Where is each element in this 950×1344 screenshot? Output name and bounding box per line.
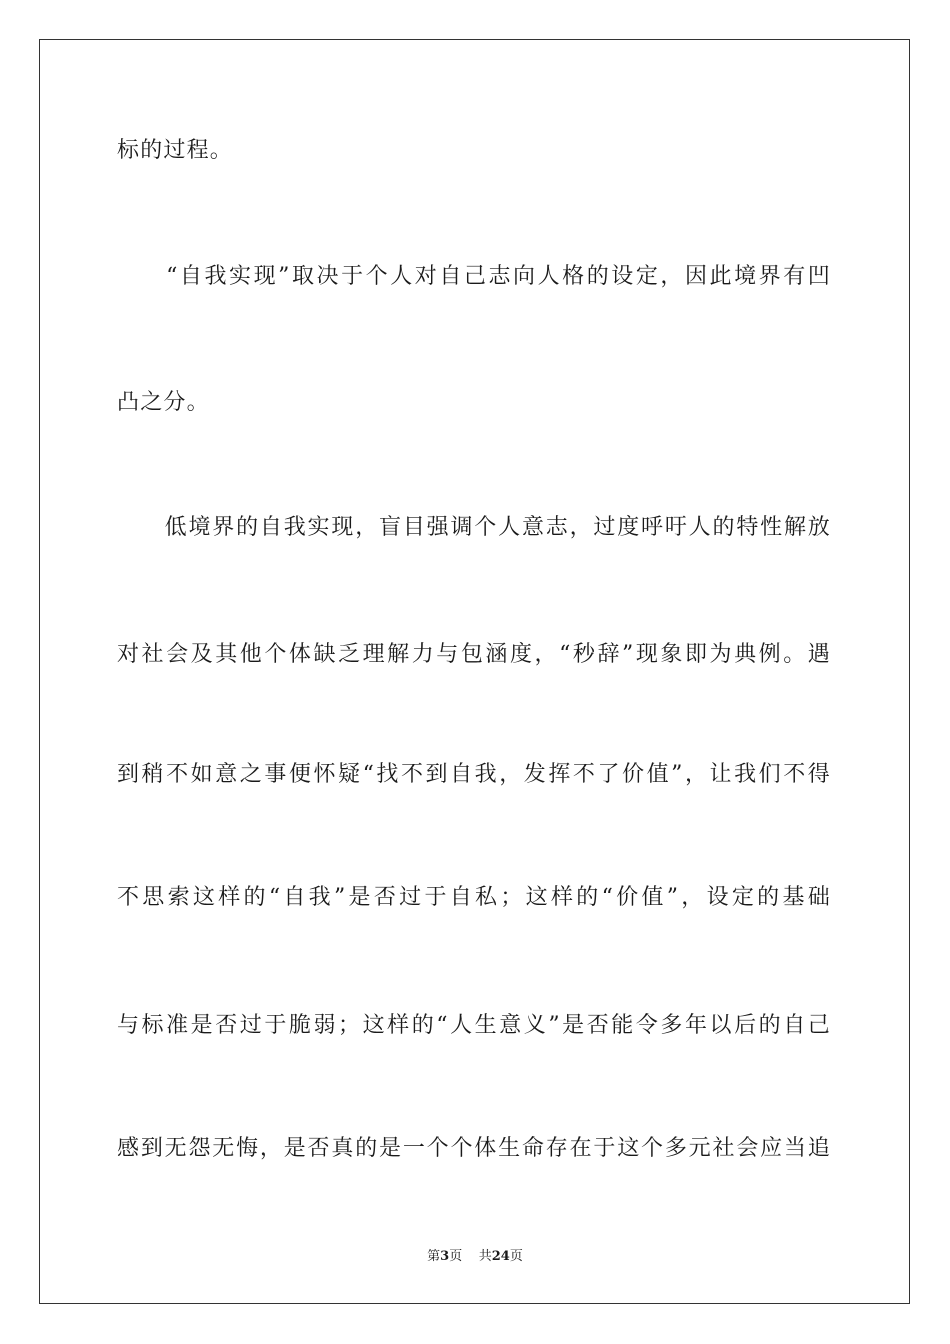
text-line-3: 凸之分。 <box>117 390 210 415</box>
total-prefix: 共 <box>478 1249 492 1264</box>
total-pages: 24 <box>491 1249 510 1264</box>
page-prefix: 第 <box>427 1249 441 1264</box>
text-line-7: 不思索这样的“自我”是否过于自私；这样的“价值”，设定的基础 <box>117 885 831 910</box>
text-line-2: “自我实现”取决于个人对自己志向人格的设定，因此境界有凹 <box>117 264 831 289</box>
text-line-8: 与标准是否过于脆弱；这样的“人生意义”是否能令多年以后的自己 <box>117 1013 831 1038</box>
text-line-5: 对社会及其他个体缺乏理解力与包涵度，“秒辞”现象即为典例。遇 <box>117 642 831 667</box>
page-footer <box>0 1248 950 1266</box>
total-suffix: 页 <box>509 1249 523 1264</box>
text-line-9: 感到无怨无悔，是否真的是一个个体生命存在于这个多元社会应当追 <box>117 1136 831 1161</box>
text-line-4: 低境界的自我实现，盲目强调个人意志，过度呼吁人的特性解放 <box>117 515 831 540</box>
text-line-6: 到稍不如意之事便怀疑“找不到自我，发挥不了价值”，让我们不得 <box>117 762 831 787</box>
text-line-1: 标的过程。 <box>117 138 234 163</box>
page-border <box>39 39 910 1304</box>
page-number: 3 <box>440 1249 450 1264</box>
page-suffix: 页 <box>449 1249 463 1264</box>
